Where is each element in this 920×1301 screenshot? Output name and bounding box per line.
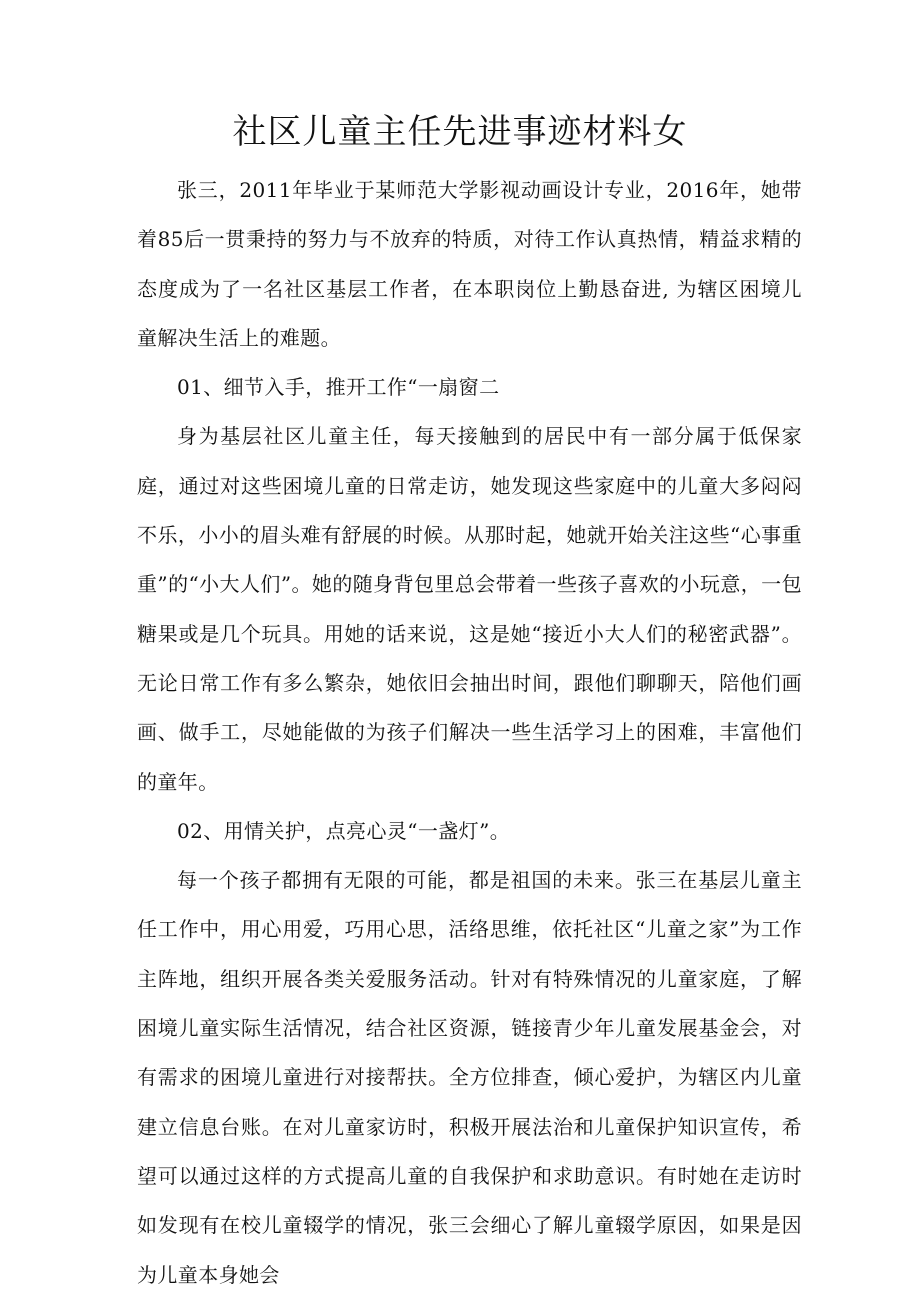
section-heading-01: 01、细节入手，推开工作“一扇窗二	[177, 375, 500, 400]
section-01-paragraph: 身为基层社区儿童主任，每天接触到的居民中有一部分属于低保家庭，通过对这些困境儿童的日常走访，她发现这些家庭中的儿童大多闷闷不乐，小小的眉头难有舒展的时候。从那时起，她就开始关注这些“心事重重”的“小大人们”。她的随身背包里总会带着一些孩子喜欢的小玩意，一包糖果或是几个玩具。用她的话来说，这是她“接近小大人们的秘密武器”。无论日常工作有多么繁杂，她依旧会抽出时间，跟他们聊聊天，陪他们画画、做手工，尽她能做的为孩子们解决一些生活学习上的困难，丰富他们的童年。	[137, 424, 802, 794]
section-02-paragraph: 每一个孩子都拥有无限的可能，都是祖国的未来。张三在基层儿童主任工作中，用心用爱，巧用心思，活络思维，依托社区“儿童之家”为工作主阵地，组织开展各类关爱服务活动。针对有特殊情况的儿童家庭，了解困境儿童实际生活情况，结合社区资源，链接青少年儿童发展基金会，对有需求的困境儿童进行对接帮扶。全方位排查，倾心爱护，为辖区内儿童建立信息台账。在对儿童家访时，积极开展法治和儿童保护知识宣传，希望可以通过这样的方式提高儿童的自我保护和求助意识。有时她在走访时如发现有在校儿童辍学的情况，张三会细心了解儿童辍学原因，如果是因为儿童本身她会	[137, 868, 802, 1287]
document-body	[137, 166, 802, 1300]
intro-paragraph: 张三，2011年毕业于某师范大学影视动画设计专业，2016年，她带着85后一贯秉持的努力与不放弃的特质，对待工作认真热情，精益求精的态度成为了一名社区基层工作者，在本职岗位上勤恳奋进, 为辖区困境儿童解决生活上的难题。	[137, 178, 802, 350]
section-heading-02: 02、用情关护，点亮心灵“一盏灯”。	[177, 818, 511, 843]
document-title: 社区儿童主任先进事迹材料女	[232, 112, 688, 152]
